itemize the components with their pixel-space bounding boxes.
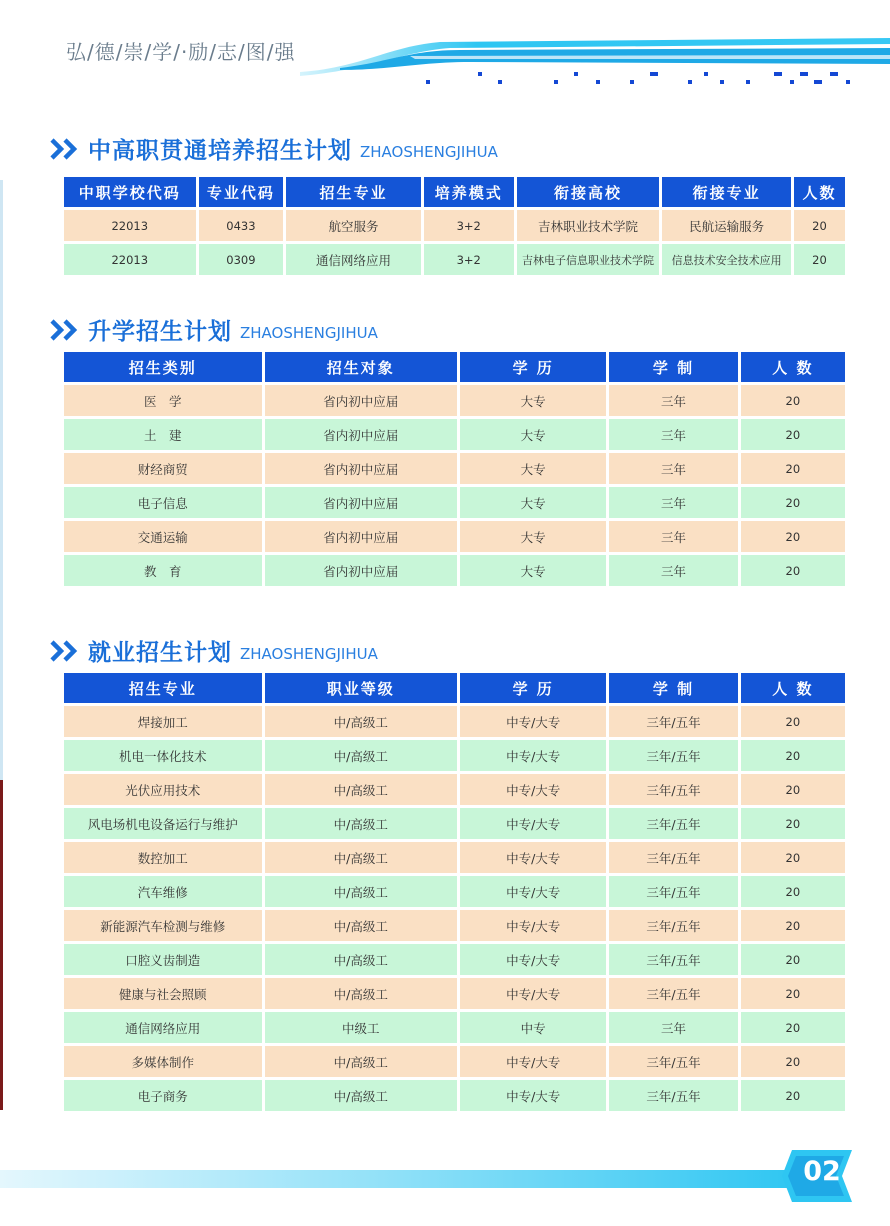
table-cell: 20 bbox=[741, 740, 845, 771]
column-header: 招生专业 bbox=[286, 177, 421, 207]
section-title-cn: 升学招生计划 bbox=[88, 318, 232, 345]
table-cell: 22013 bbox=[64, 244, 196, 275]
table-cell: 中/高级工 bbox=[265, 944, 458, 975]
table-cell: 0433 bbox=[199, 210, 284, 241]
table-cell: 0309 bbox=[199, 244, 284, 275]
table-cell: 省内初中应届 bbox=[265, 385, 458, 416]
table-cell: 20 bbox=[741, 706, 845, 737]
table-cell: 中/高级工 bbox=[265, 706, 458, 737]
table-row bbox=[64, 876, 845, 907]
table-row bbox=[64, 1046, 845, 1077]
table-row bbox=[64, 453, 845, 484]
table-cell: 汽车维修 bbox=[64, 876, 262, 907]
table-cell: 中专/大专 bbox=[460, 774, 606, 805]
table-cell: 中/高级工 bbox=[265, 842, 458, 873]
table-cell: 三年/五年 bbox=[609, 1046, 737, 1077]
table-cell: 电子信息 bbox=[64, 487, 262, 518]
double-chevron-icon bbox=[50, 640, 80, 662]
table-row bbox=[64, 521, 845, 552]
table-cell: 三年/五年 bbox=[609, 910, 737, 941]
table-header-row bbox=[64, 177, 845, 207]
table-cell: 中/高级工 bbox=[265, 910, 458, 941]
pathway-plan-table bbox=[61, 174, 848, 278]
table-cell: 3+2 bbox=[424, 244, 514, 275]
table-cell: 中专/大专 bbox=[460, 876, 606, 907]
table-cell: 20 bbox=[741, 1046, 845, 1077]
table-row bbox=[64, 774, 845, 805]
table-cell: 省内初中应届 bbox=[265, 487, 458, 518]
section-title-further-study bbox=[50, 313, 378, 346]
table-cell: 中专/大专 bbox=[460, 1046, 606, 1077]
table-cell: 中/高级工 bbox=[265, 808, 458, 839]
table-cell: 20 bbox=[741, 808, 845, 839]
table-cell: 20 bbox=[794, 244, 845, 275]
table-cell: 中专/大专 bbox=[460, 910, 606, 941]
table-cell: 大专 bbox=[460, 487, 606, 518]
table-cell: 中专/大专 bbox=[460, 842, 606, 873]
table-cell: 三年/五年 bbox=[609, 876, 737, 907]
table-cell: 中/高级工 bbox=[265, 1080, 458, 1111]
table-cell: 中/高级工 bbox=[265, 774, 458, 805]
table-cell: 大专 bbox=[460, 453, 606, 484]
page-number: 02 bbox=[803, 1156, 841, 1187]
column-header: 学 历 bbox=[460, 352, 606, 382]
table-cell: 20 bbox=[741, 944, 845, 975]
table-cell: 民航运输服务 bbox=[662, 210, 791, 241]
table-cell: 风电场机电设备运行与维护 bbox=[64, 808, 262, 839]
table-cell: 20 bbox=[741, 876, 845, 907]
table-cell: 机电一体化技术 bbox=[64, 740, 262, 771]
table-row bbox=[64, 978, 845, 1009]
table-cell: 22013 bbox=[64, 210, 196, 241]
table-cell: 新能源汽车检测与维修 bbox=[64, 910, 262, 941]
table-cell: 省内初中应届 bbox=[265, 419, 458, 450]
table-cell: 三年/五年 bbox=[609, 944, 737, 975]
table-header-row bbox=[64, 673, 845, 703]
section-title-en: ZHAOSHENGJIHUA bbox=[360, 142, 498, 161]
table-cell: 3+2 bbox=[424, 210, 514, 241]
column-header: 衔接高校 bbox=[517, 177, 660, 207]
table-cell: 20 bbox=[741, 521, 845, 552]
table-cell: 大专 bbox=[460, 419, 606, 450]
table-cell: 三年/五年 bbox=[609, 978, 737, 1009]
further-study-plan-table bbox=[61, 349, 848, 589]
table-cell: 数控加工 bbox=[64, 842, 262, 873]
table-cell: 三年/五年 bbox=[609, 842, 737, 873]
table-cell: 20 bbox=[741, 453, 845, 484]
section-title-employment bbox=[50, 634, 378, 667]
table-cell: 20 bbox=[794, 210, 845, 241]
table-cell: 教 育 bbox=[64, 555, 262, 586]
table-cell: 吉林职业技术学院 bbox=[517, 210, 660, 241]
table-cell: 口腔义齿制造 bbox=[64, 944, 262, 975]
table-cell: 大专 bbox=[460, 521, 606, 552]
table-row bbox=[64, 1012, 845, 1043]
column-header: 学 历 bbox=[460, 673, 606, 703]
table-cell: 大专 bbox=[460, 555, 606, 586]
table-row bbox=[64, 419, 845, 450]
column-header: 专业代码 bbox=[199, 177, 284, 207]
column-header: 招生对象 bbox=[265, 352, 458, 382]
column-header: 中职学校代码 bbox=[64, 177, 196, 207]
header-wave-decoration bbox=[300, 28, 890, 90]
section-title-en: ZHAOSHENGJIHUA bbox=[240, 644, 378, 663]
table-cell: 中/高级工 bbox=[265, 1046, 458, 1077]
footer-bar-decoration bbox=[0, 1170, 800, 1188]
table-row bbox=[64, 706, 845, 737]
table-row bbox=[64, 944, 845, 975]
column-header: 学 制 bbox=[609, 352, 737, 382]
table-cell: 多媒体制作 bbox=[64, 1046, 262, 1077]
table-cell: 土 建 bbox=[64, 419, 262, 450]
table-row bbox=[64, 842, 845, 873]
table-cell: 健康与社会照顾 bbox=[64, 978, 262, 1009]
double-chevron-icon bbox=[50, 138, 80, 160]
table-cell: 中专/大专 bbox=[460, 944, 606, 975]
table-cell: 三年/五年 bbox=[609, 774, 737, 805]
table-row bbox=[64, 740, 845, 771]
column-header: 人 数 bbox=[741, 352, 845, 382]
table-cell: 20 bbox=[741, 774, 845, 805]
table-cell: 20 bbox=[741, 555, 845, 586]
left-edge-dark-strip bbox=[0, 780, 3, 1110]
table-cell: 财经商贸 bbox=[64, 453, 262, 484]
table-cell: 20 bbox=[741, 1080, 845, 1111]
table-cell: 通信网络应用 bbox=[286, 244, 421, 275]
table-cell: 三年/五年 bbox=[609, 740, 737, 771]
column-header: 职业等级 bbox=[265, 673, 458, 703]
table-cell: 三年/五年 bbox=[609, 808, 737, 839]
table-row bbox=[64, 1080, 845, 1111]
table-cell: 电子商务 bbox=[64, 1080, 262, 1111]
column-header: 衔接专业 bbox=[662, 177, 791, 207]
table-cell: 20 bbox=[741, 419, 845, 450]
table-cell: 通信网络应用 bbox=[64, 1012, 262, 1043]
table-cell: 省内初中应届 bbox=[265, 453, 458, 484]
column-header: 学 制 bbox=[609, 673, 737, 703]
table-cell: 20 bbox=[741, 1012, 845, 1043]
column-header: 人数 bbox=[794, 177, 845, 207]
table-cell: 三年/五年 bbox=[609, 706, 737, 737]
column-header: 招生类别 bbox=[64, 352, 262, 382]
table-cell: 吉林电子信息职业技术学院 bbox=[517, 244, 660, 275]
header-slogan: 弘/德/崇/学/·励/志/图/强 bbox=[66, 40, 296, 64]
table-cell: 中/高级工 bbox=[265, 740, 458, 771]
double-chevron-icon bbox=[50, 319, 80, 341]
table-cell: 三年 bbox=[609, 453, 737, 484]
table-cell: 航空服务 bbox=[286, 210, 421, 241]
table-cell: 光伏应用技术 bbox=[64, 774, 262, 805]
table-row bbox=[64, 385, 845, 416]
table-cell: 20 bbox=[741, 385, 845, 416]
table-cell: 三年/五年 bbox=[609, 1080, 737, 1111]
table-cell: 省内初中应届 bbox=[265, 555, 458, 586]
table-row bbox=[64, 244, 845, 275]
section-title-en: ZHAOSHENGJIHUA bbox=[240, 323, 378, 342]
table-cell: 中级工 bbox=[265, 1012, 458, 1043]
table-cell: 20 bbox=[741, 487, 845, 518]
table-cell: 三年 bbox=[609, 487, 737, 518]
table-cell: 20 bbox=[741, 978, 845, 1009]
table-row bbox=[64, 808, 845, 839]
table-row bbox=[64, 910, 845, 941]
table-cell: 焊接加工 bbox=[64, 706, 262, 737]
table-cell: 20 bbox=[741, 842, 845, 873]
table-cell: 中专/大专 bbox=[460, 808, 606, 839]
table-cell: 省内初中应届 bbox=[265, 521, 458, 552]
column-header: 培养模式 bbox=[424, 177, 514, 207]
table-cell: 大专 bbox=[460, 385, 606, 416]
table-cell: 中专/大专 bbox=[460, 740, 606, 771]
table-cell: 三年 bbox=[609, 1012, 737, 1043]
table-header-row bbox=[64, 352, 845, 382]
table-cell: 三年 bbox=[609, 419, 737, 450]
table-cell: 中专/大专 bbox=[460, 1080, 606, 1111]
table-cell: 中/高级工 bbox=[265, 876, 458, 907]
table-row bbox=[64, 487, 845, 518]
table-cell: 三年 bbox=[609, 521, 737, 552]
table-cell: 交通运输 bbox=[64, 521, 262, 552]
table-cell: 中专/大专 bbox=[460, 706, 606, 737]
table-cell: 中专 bbox=[460, 1012, 606, 1043]
column-header: 招生专业 bbox=[64, 673, 262, 703]
table-cell: 中/高级工 bbox=[265, 978, 458, 1009]
table-cell: 三年 bbox=[609, 385, 737, 416]
table-row bbox=[64, 210, 845, 241]
table-cell: 三年 bbox=[609, 555, 737, 586]
table-row bbox=[64, 555, 845, 586]
table-cell: 信息技术安全技术应用 bbox=[662, 244, 791, 275]
column-header: 人 数 bbox=[741, 673, 845, 703]
table-cell: 医 学 bbox=[64, 385, 262, 416]
table-cell: 20 bbox=[741, 910, 845, 941]
section-title-cn: 中高职贯通培养招生计划 bbox=[88, 137, 352, 164]
table-cell: 中专/大专 bbox=[460, 978, 606, 1009]
section-title-cn: 就业招生计划 bbox=[88, 639, 232, 666]
section-title-pathway bbox=[50, 132, 498, 165]
employment-plan-table bbox=[61, 670, 848, 1114]
